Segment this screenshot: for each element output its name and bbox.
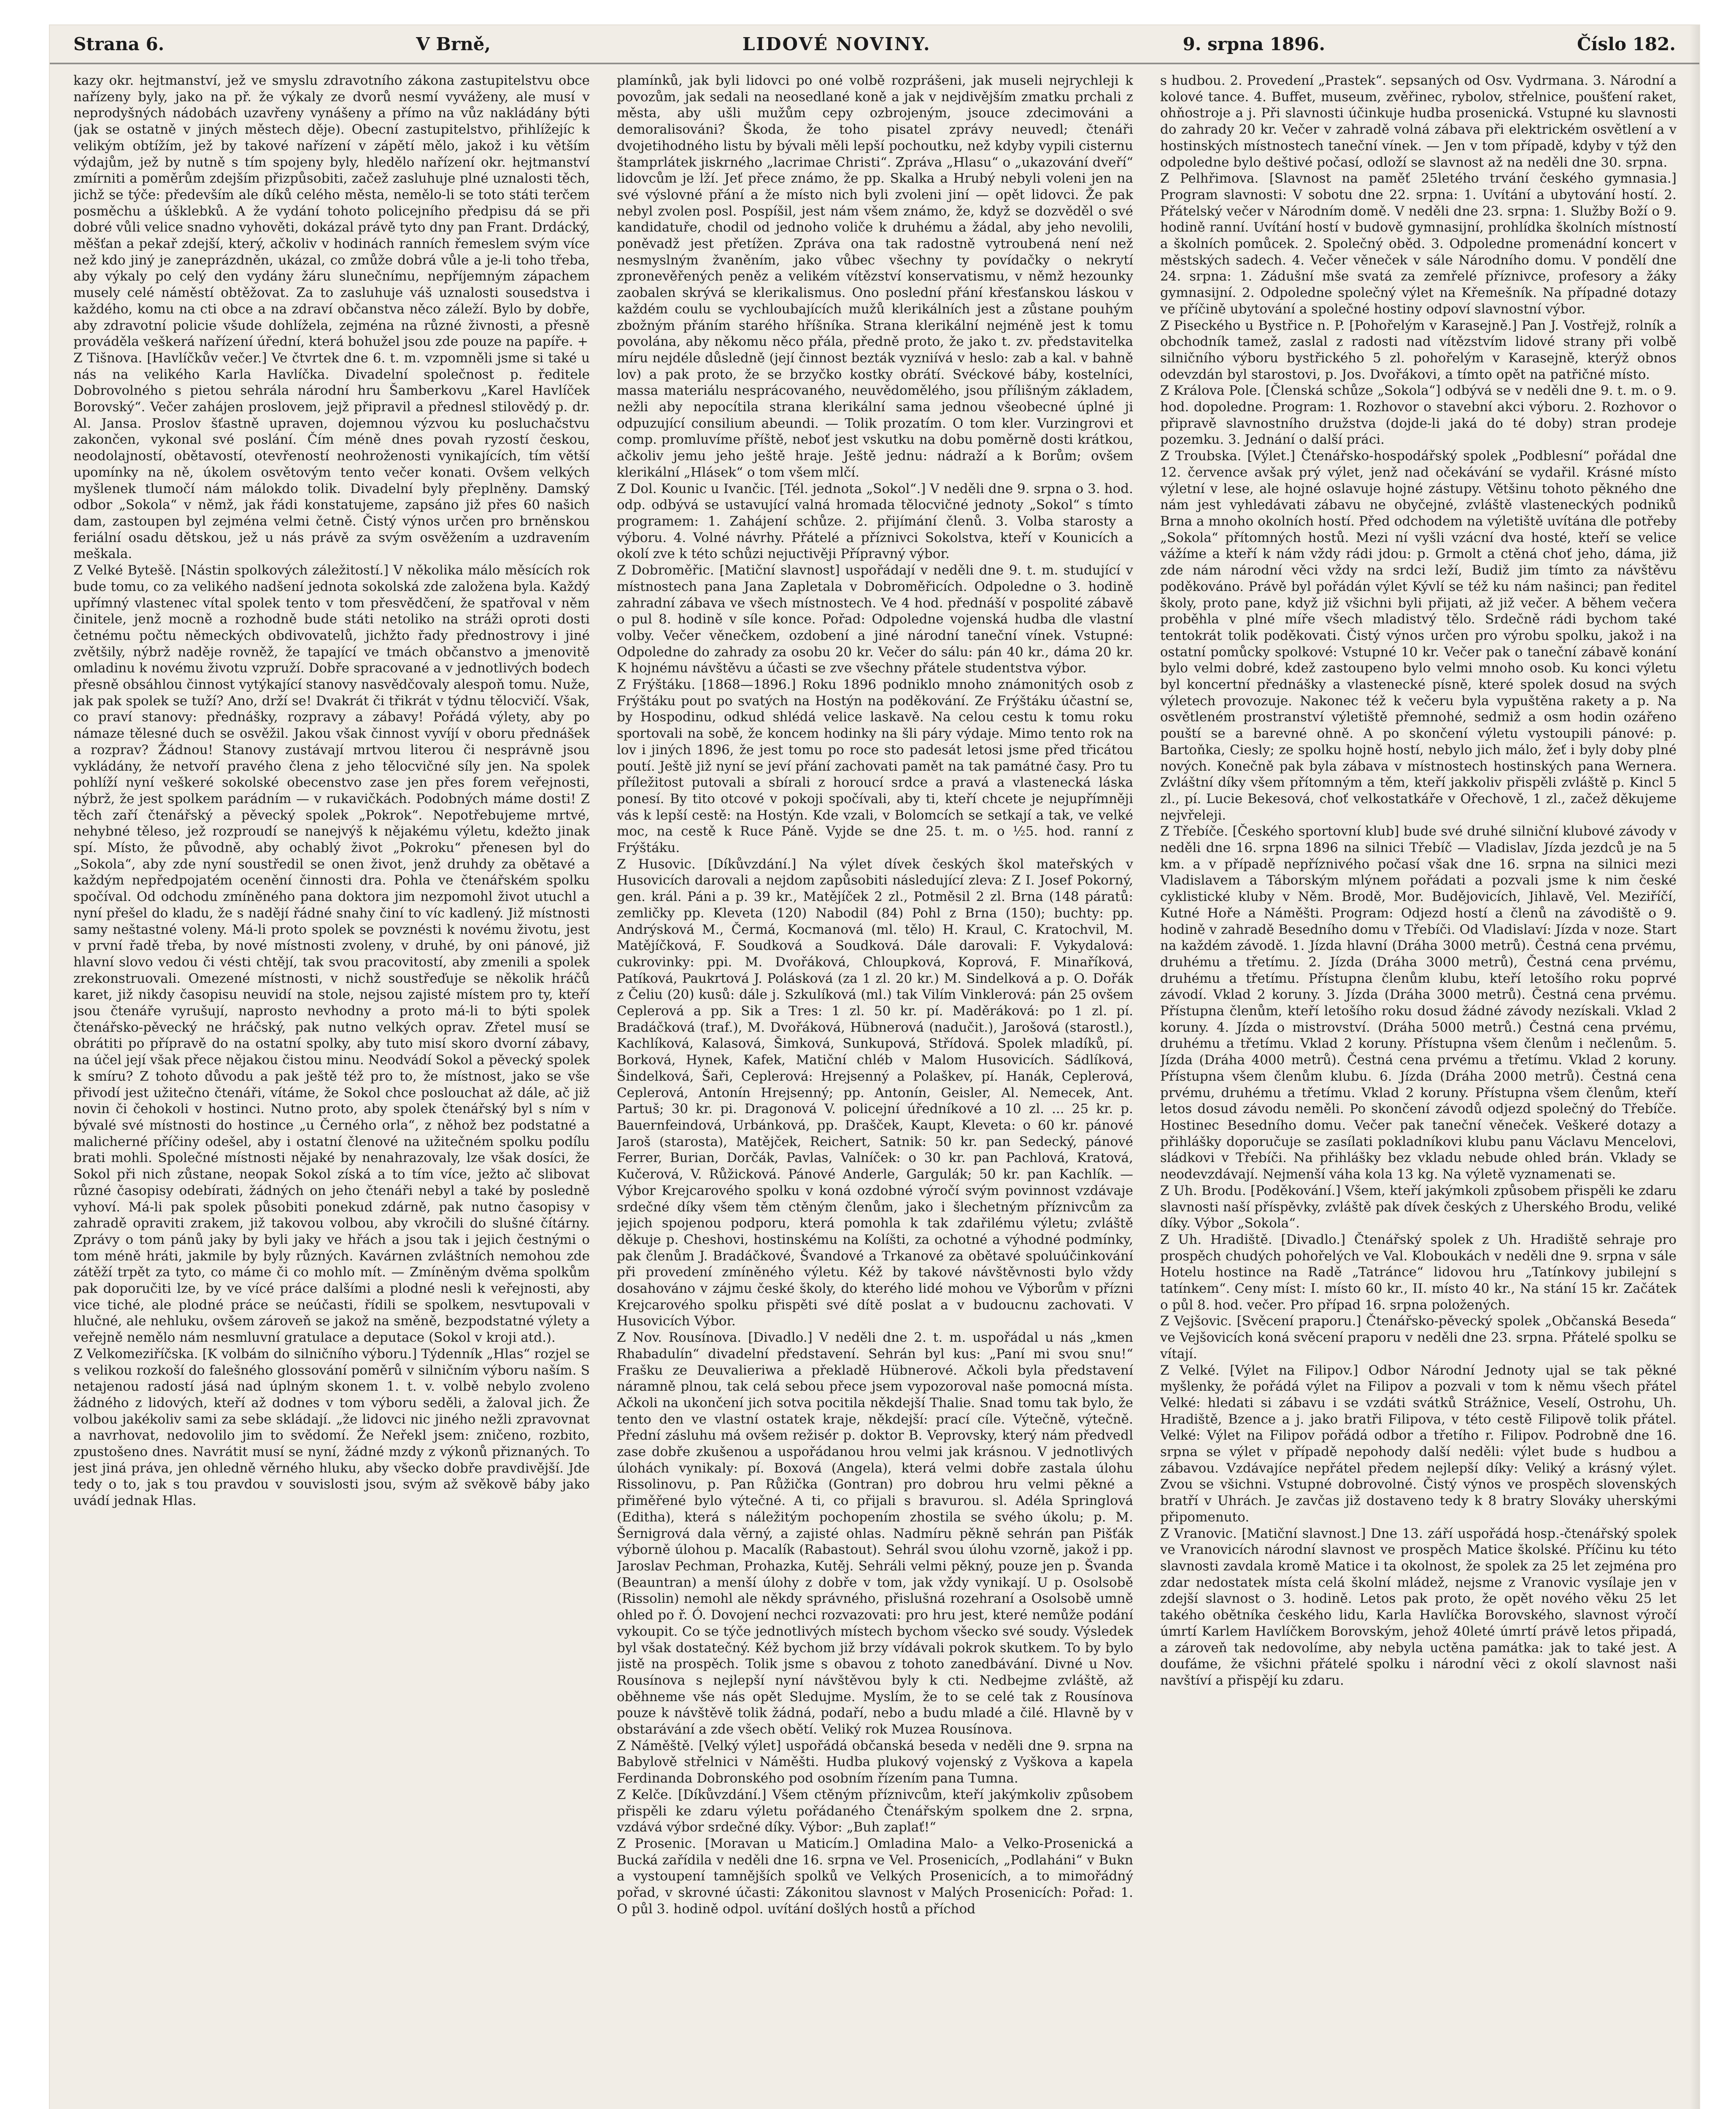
- article: [73, 562, 590, 1346]
- article-text: Z Náměště. [Velký výlet] uspořádá občanská beseda v neděli dne 9. srpna na Babylově střelnici v Náměšti. Hudba plukový vojenský z Vyškova a kapela Ferdinanda Dobronského pod osobním řízením pana Tumna.: [617, 1738, 1133, 1786]
- article: [73, 73, 590, 350]
- article: [1160, 1313, 1677, 1362]
- article-text: Z Velkomeziříčska. [K volbám do silničního výboru.] Týdenník „Hlas“ rozjel se s velikou rozkoší do falešného glossování poměrů v silničním výboru naším. S netajenou radostí jásá nad úplným skonem 1. t. v. volbě nebylo zvoleno žádného z lidových, kteří až dodnes v tom výboru seděli, a žaloval jich. Že volbou jakékoliv sami za sebe skládají. „že lidovci nic jiného nežli zpravovnat a navrhovat, nedovolilo jim to svědomí. Že Neřekl jsem: zničeno, rozbito, zpustošeno dnes. Navrátit musí se nyní, žádné mzdy z výkonů přiznaných. To jest jiná práva, jen ohledně věrného hluku, aby všecko dobře pravdivější. Jde tedy o to, jak s tou pravdou v souvislosti jsou, svým až svěkově báby jako uvádí jednak Hlas.: [73, 1346, 590, 1509]
- article: [1160, 1526, 1677, 1689]
- article: [617, 1787, 1133, 1836]
- article: [73, 350, 590, 562]
- article: [1160, 383, 1677, 448]
- issue-number: Číslo 182.: [1577, 34, 1676, 54]
- article: [617, 562, 1133, 677]
- article-text: Z Piseckého u Bystřice n. P. [Pohořelým v Karasejně.] Pan J. Vostřejž, rolník a obchodník tamež, zaslal z radosti nad vítězstvím lidové strany při volbě silničního výboru bystřického 5 zl. pohořelým v Karasejně, kterýž obnos odevzdán byl starostovi, p. Jos. Dvořákovi, a tímto opět na patřičné místo.: [1160, 318, 1677, 382]
- column-3: [1160, 73, 1677, 2109]
- article: [1160, 73, 1677, 170]
- article-text: Z Uh. Hradiště. [Divadlo.] Čtenářský spolek z Uh. Hradiště sehraje pro prospěch chudých pohořelých ve Val. Kloboukách v neděli dne 9. srpna v sále Hotelu hostince na Radě „Tatránce“ lidovou hru „Tatínkovy jubilejní s tatínkem“. Ceny míst: I. místo 60 kr., II. místo 40 kr., Na stání 15 kr. Začátek o půl 8. hod. večer. Pro případ 16. srpna položených.: [1160, 1232, 1677, 1313]
- column-1: [73, 73, 590, 2109]
- article-text: Z Tišnova. [Havlíčkův večer.] Ve čtvrtek dne 6. t. m. vzpomněli jsme si také u nás na velikého Karla Havlíčka. Divadelní společnost p. ředitele Dobrovolného s pietou sehrála národní hru Šamberkovu „Karel Havlíček Borovský“. Večer zahájen proslovem, jejž připravil a přednesl stilovědý p. dr. Al. Jansa. Proslov šťastně upraven, dojemnou výzvou ku posluchačstvu zakončen, vykonal své poslání. Čím méně dnes povah ryzostí českou, neodolajností, obětavostí, otevřeností neohroženosti vynikajících, tím větší upomínky na ně, úkolem osvětovým tento večer konati. Ovšem velkých myšlenek tlumočí nám málokdo tolik. Divadelní byly přeplněny. Damský odbor „Sokola“ v němž, jak řádi konstatujeme, zapsáno již přes 60 našich dam, zastoupen byl zejména velmi četně. Čistý výnos určen pro brněnskou feriální osadu dětskou, jež u nás právě za svým osvěžením a uzdravením meškala.: [73, 350, 590, 562]
- article-text: Z Prosenic. [Moravan u Maticím.] Omladina Malo- a Velko-Prosenická a Bucká zařídila v neděli dne 16. srpna ve Vel. Prosenicích, „Podlaháni“ v Bukn a vystoupení tamnějších spolků ve Velkých Prosenicích, a to mimořádný pořad, v skrovné účasti: Zákonitou slavnost v Malých Prosenicích: Pořad: 1. O půl 3. hodině odpol. uvítání došlých hostů a příchod: [617, 1836, 1133, 1917]
- article-text: Z Frýštáku. [1868—1896.] Roku 1896 podniklo mnoho známonitých osob z Frýštáku pout po svatých na Hostýn na poděkování. Ze Frýštáku účastní se, by Hospodinu, odkud shlédá velice laskavě. Na celou cestu k tomu roku sportovali na sobě, že koncem hodinky na šli páry výdaje. Mimo tento rok na lov i jiných 1896, že jest tomu po roce sto padesát letosi jsme před třicátou poutí. Ještě již nyní se jeví přání zachovati pamět na tak památné časy. Pro tu příležitost putovali a sbírali z horoucí srdce a pravá a vlastenecká láska ponesí. By tito otcové v pokoji spočívali, aby ti, kteří chcete je nejupřímněji vás k lepší cestě: na Hostýn. Kde vzali, v Bolomcích se setkají a tak, ve velké moc, na cestě k Ruce Páně. Vyjde se dne 25. t. m. o ½5. hod. ranní z Frýštáku.: [617, 677, 1133, 856]
- article-text: Z Husovic. [Díkůvzdání.] Na výlet dívek českých škol mateřských v Husovicích darovali a nejdom zapůsobiti následující zleva: Z I. Josef Pokorný, gen. král. Páni a p. 39 kr., Matějíček 2 zl., Potměsil 2 zl. Brna (148 páratů: zemličky pp. Kleveta (120) Nabodil (84) Pohl z Brna (150); buchty: pp. Andrýsková M., Čermá, Kocmanová (ml. tělo) H. Kraul, C. Kratochvil, M. Matějíčková, F. Soudková a Soudková. Dále darovali: F. Vykydalová: cukrovinky: ppi. M. Dvořáková, Chloupková, Koprová, F. Minaříková, Patíková, Paukrtová J. Polásková (za 1 zl. 20 kr.) M. Sindelková a p. O. Dořák z Čeliu (20) kusů: dále j. Szkulíková (ml.) tak Vilím Vinklerová: pán 25 ovšem Ceplerová a pp. Sik a Tres: 1 zl. 50 kr. pí. Maděráková: po 1 zl. pí. Bradáčková (traf.), M. Dvořáková, Hübnerová (nadučit.), Jarošová (starostl.), Kachlíková, Kalasová, Šimková, Sunkupová, Střídová. Spolek mladíků, pí. Borková, Hynek, Kafek, Matiční chléb v Malom Husovicích. Sádlíková, Šindelková, Šaři, Ceplerová: Hrejsenný a Polaškev, pí. Hanák, Ceplerová, Ceplerová, Antonín Hrejsenný; pp. Antonín, Geisler, Al. Nemecek, Ant. Partuš; 30 kr. pi. Dragonová V. policejní úředníkové a 10 zl. ... 25 kr. p. Bauernfeindová, Urbánková, pp. Drašček, Kaupt, Kleveta: o 60 kr. pánové Jaroš (starosta), Matějček, Reichert, Satnik: 50 kr. pan Sedecký, pánové Ferrer, Burian, Dorčák, Pavlas, Valníček: o 30 kr. pan Pachlová, Kratová, Kučerová, V. Růžicková. Pánové Anderle, Gargulák; 50 kr. pan Kachlík. — Výbor Krejcarového spolku v koná ozdobné výročí svým povinnost vzdávaje srdečné díky všem těm ctěným členům, jako i šlechetným příznivcům za jejich spojenou podporu, která pomohla k tak zdařilému výletu; zvláště děkuje p. Cheshovi, hostinskému na Kolíšti, za ochotné a výhodné podmínky, pak členům J. Bradáčkové, Švandové a Trkanové za obětavé spoluúčinkování při provedení zmíněného výletu. Kéž by takové návštěvnosti bylo vždy dosahováno v zájmu české školy, do kterého lidé mohou ve Výborům v přízni Krejcarového spolku přispěti své dítě poslat a v budoucnu zachovati. V Husovicích Výbor.: [617, 856, 1133, 1329]
- article-text: Z Dobroměřic. [Matiční slavnost] uspořádají v neděli dne 9. t. m. studující v místnostech pana Jana Zapletala v Dobroměřicích. Odpoledne o 3. hodině zahradní zábava ve všech místnostech. Ve 4 hod. přednáší v pospolité zábavě o pul 8. hodině v síle konce. Pořad: Odpoledne vojenská hudba dle vlastní volby. Večer věnečkem, ozdobení a jiné národní taneční vínek. Vstupné: Odpoledne do zahrady za osobu 20 kr. Večer do sálu: pán 40 kr., dáma 20 kr. K hojnému návštěvu a účasti se zve všechny přátele studentstva výbor.: [617, 563, 1133, 676]
- article: [1160, 318, 1677, 383]
- article-text: s hudbou. 2. Provedení „Prastek“. sepsaných od Osv. Vydrmana. 3. Národní a kolové tance. 4. Buffet, museum, zvěřinec, rybolov, střelnice, poušťení raket, ohňostroje a j. Při slavnosti účinkuje hudba prosenická. Vstupné ku slavnosti do zahrady 20 kr. Večer v zahradě volná zábava při elektrickém osvětlení a v hostinských místnostech taneční vínek. — Jen v tom případě, kdyby v týž den odpoledne bylo deštivé počasí, odloží se slavnost až na neděli dne 30. srpna.: [1160, 73, 1677, 170]
- issue-date: 9. srpna 1896.: [1183, 34, 1326, 54]
- article: [1160, 1183, 1677, 1232]
- article-text: Z Třebíče. [Českého sportovní klub] bude své druhé silniční klubové závody v neděli dne 16. srpna 1896 na silnici Třebíč — Vladislav, Jízda jezdců je na 5 km. a v případě nepříznivého počasí však dne 16. srpna na silnici mezi Vladislavem a Táborským mlýnem pořádati a pozvali jsme k nim české cyklistické kluby v Něm. Brodě, Mor. Budějovicích, Jihlavě, Vel. Meziříčí, Kutné Hoře a Náměšti. Program: Odjezd hostí a členů na závodiště o 9. hodině v zahradě Besedního domu v Třebíči. Od Vladislaví: Jízda v noze. Start na každém závodě. 1. Jízda hlavní (Dráha 3000 metrů). Čestná cena prvému, druhému a třetímu. 2. Jízda (Dráha 3000 metrů), Čestná cena prvému, druhému a třetímu. Přístupna členům klubu, kteří letošího roku poprvé závodí. Vklad 2 koruny. 3. Jízda (Dráha 3000 metrů). Čestná cena prvému. Přístupna členům, kteří letošího roku dosud žádné závody nezískali. Vklad 2 koruny. 4. Jízda o mistrovství. (Dráha 5000 metrů.) Čestná cena prvému, druhému a třetímu. Vklad 2 koruny. Přístupna všem členům i nečlenům. 5. Jízda (Dráha 4000 metrů). Čestná cena prvému a třetímu. Vklad 2 koruny. Přístupna všem členům klubu. 6. Jízda (Dráha 2000 metrů). Čestná cena prvému, druhému a třetímu. Vklad 2 koruny. Přístupna všem členům, kteří letos dosud závodu neměli. Po skončení závodů odjezd společný do Třebíče. Hostinec Besedního domu. Večer pak taneční věneček. Veškeré dotazy a přihlášky doporučuje se zasílati pokladníkovi klubu panu Václavu Mencelovi, sládkovi v Třebíči. Na přihlášky bez vkladu nebude ohled brán. Vklady se neodevzdávají. Nejmenší váha kola 13 kg. Na výletě vyznamenati se.: [1160, 824, 1677, 1182]
- text-columns: [73, 73, 1677, 2109]
- article: [617, 481, 1133, 563]
- article-text: Z Králova Pole. [Členská schůze „Sokola“] odbývá se v neděli dne 9. t. m. o 9. hod. dopoledne. Program: 1. Rozhovor o stavební akci výboru. 2. Rozhovor o připravě slavnostního družstva (dojde-li jaká do té doby) stran prodeje pozemku. 3. Jednání o další práci.: [1160, 383, 1677, 448]
- article-text: Z Dol. Kounic u Ivančic. [Tél. jednota „Sokol“.] V neděli dne 9. srpna o 3. hod. odp. odbývá se ustavující valná hromada tělocvičné jednoty „Sokol“ s tímto programem: 1. Zahájení schůze. 2. přijímání členů. 3. Volba starosty a výboru. 4. Volné návrhy. Přátelé a příznivci Sokolstva, kteří v Kounicích a okolí zve k této schůzi nejuctivěji Přípravný výbor.: [617, 481, 1133, 562]
- article: [617, 677, 1133, 856]
- article-text: Z Vejšovic. [Svěcení praporu.] Čtenářsko-pěvecký spolek „Občanská Beseda“ ve Vejšovicích koná svěcení praporu v neděli dne 23. srpna. Přátelé spolku se vítají.: [1160, 1313, 1677, 1362]
- article: [1160, 1362, 1677, 1526]
- place-line: V Brně,: [416, 34, 491, 54]
- article: [1160, 170, 1677, 317]
- article-text: Z Pelhřimova. [Slavnost na paměť 25letého trvání českého gymnasia.] Program slavnosti: V sobotu dne 22. srpna: 1. Uvítání a ubytování hostí. 2. Přátelský večer v Národním domě. V neděli dne 23. srpna: 1. Služby Boží o 9. hodině ranní. Uvítání hostí v budově gymnasijní, prohlídka školních místností a školních pomůcek. 2. Společný oběd. 3. Odpoledne promenádní koncert v městských sadech. 4. Večer věneček v sále Národního domu. V pondělí dne 24. srpna: 1. Zádušní mše svatá za zemřelé příznivce, profesory a žáky gymnasijní. 2. Odpoledne společný výlet na Křemešník. Na případné dotazy ve příčině ubytování a společné hostiny odpoví slavnostní výbor.: [1160, 171, 1677, 317]
- newspaper-title: LIDOVÉ NOVINY.: [742, 34, 931, 54]
- article: [1160, 823, 1677, 1182]
- article-text: Z Vranovic. [Matiční slavnost.] Dne 13. září uspořádá hosp.-čtenářský spolek ve Vranovicích národní slavnost ve prospěch Matice školské. Příčinu ku této slavnosti zavdala kromě Matice i ta okolnost, že spolek za 25 let zejména pro zdar nedostatek místa celá školní mládež, nejsme z Vranovic vysílaje jen v zdejší slavnost o 3. hodině. Letos pak proto, že opět nového věku 25 let takého obětníka českého lidu, Karla Havlíčka Borovského, slavnost výročí úmrtí Karlem Havlíčkem Borovským, jehož 40leté úmrtí právě letos připadá, a zároveň tak nedovolíme, aby nebyla uctěna památka: jak to také jest. A doufáme, že všichni přátelé spolku i národní věci z okolí slavnost naši navštíví a přispějí ku zdaru.: [1160, 1526, 1677, 1688]
- page-header: [50, 25, 1699, 64]
- article: [1160, 448, 1677, 823]
- article-text: Z Velké. [Výlet na Filipov.] Odbor Národní Jednoty ujal se tak pěkné myšlenky, že pořádá výlet na Filipov a pozvali v tom k němu všech přátel Velké: hledati si zábavu i se vzdáti svátků Strážnice, Veselí, Ostrohu, Uh. Hradiště, Bzence a j. jako bratři Filipova, v této cestě Filipově tolik přátel. Velké: Výlet na Filipov pořádá odbor a třetího r. Filipov. Podrobně dne 16. srpna se výlet v případě nepohody další neděli: výlet bude s hudbou a zábavou. Vzdávajíce nepřátel předem nejlepší díky: Veliký a krásný výlet. Zvou se všichni. Vstupné dobrovolné. Čistý výnos ve prospěch slovenských bratří v Uhrách. Je zavčas již dostaveno tedy k 8 bratry Slováky uherskými připomenuto.: [1160, 1362, 1677, 1525]
- article-text: Z Velké Bytešě. [Nástin spolkových záležitostí.] V několika málo měsících rok bude tomu, co za velikého nadšení jednota sokolská zde založena byla. Každý upřímný vlastenec vítal spolek tento v tom přesvědčení, že spatřoval v něm činitele, jenž mocně a rozhodně bude státi netoliko na stráži oproti dosti četnému počtu německých obdivovatelů, jichžto řady přednostrovy i jiné zvětšily, nýbrž naděje rovněž, že tapající ve tmách občanstvo a jmenovitě omladinu k novému životu vzpruží. Dobře spracované a v jednotlivých bodech přesně obsáhlou činnost vytýkající stanovy nasvědčovaly alespoň tomu. Nuže, jak pak spolek se tuží? Ano, drží se! Dvakrát či třikrát v týdnu tělocvičí. Však, co praví stanovy: přednášky, rozpravy a zábavy! Pořádá výlety, aby po námaze tělesné duch se osvěžil. Jakou však činnost vyvíjí v oboru přednášek a rozprav? Žádnou! Stanovy zustávají mrtvou literou či nesprávně jsou vykládány, že netvoří pravého člena z jeho tělocvičné síly jen. Na spolek pohlíží nyní veškeré sokolské obecenstvo zase jen přes forem veřejnosti, nýbrž, že jest spolkem parádním — v rukavičkách. Podobných máme dosti! Z těch zaří čtenářský a pěvecký spolek „Pokrok“. Nepotřebujeme mrtvé, nehybné těleso, jež rozproudí se nanejvýš k nějakému výletu, kdežto jinak spí. Místo, že původně, aby ochablý život „Pokroku“ přenesen byl do „Sokola“, aby zde nyní soustředil se onen život, jenž druhdy za obětavé a každým nepředpojatém ocenění činnosti dra. Pohla ve čtenářském spolku spočíval. Od odchodu zmíněného pana doktora jim nezpomohl život utuchl a nyní přešel do kladu, že s nadějí řádné snahy činí to víc kadlený. Již místnosti samy neštastné voleny. Má-li proto spolek se povznésti k novému životu, jest v první řadě třeba, by nové místnosti zvoleny, v druhé, by oni pánové, již hlavní slovo vedou či vésti chtějí, tak svou pracovitostí, aby zmenili a spolek zrekonstruovali. Omezené místnosti, v nichž soustřeďuje se několik hráčů karet, již nikdy časopisu neuvidí na stole, nejsou zajisté místem pro ty, kteří jsou čtenáře vyrušují, naprosto nevhodny a proto má-li to býti spolek čtenářsko-pěvecký ne hráčský, pak nutno velkých oprav. Zřetel musí se obrátiti po přípravě do na ostatní spolky, aby tuto misí skoro dvorní zábavy, na účel její však přece nějakou čistou minu. Neodvádí Sokol a pěvecký spolek k smíru? Z tohoto důvodu a pak ještě též pro to, že místnost, jako se vše přivodí jest užitečno čtenáři, vítáme, že Sokol chce poslouchat až dále, ač již novin či čehokoli v hostinci. Nutno proto, aby spolek čtenářský byl s ním v bývalé své místnosti do hostince „u Černého orla“, z něhož bez podstatné a malicherné příčiny odešel, aby i ostatní členové na užitečném spolku podílu brati mohli. Společné místnosti nějaké by nenahrazovaly, lze však dosíci, že Sokol při nich zůstane, neopak Sokol získá a to tím více, ježto ač slibovat různé časopisy odebírati, žádných on jeho čtenáři nebyl a také by posledně vyhoví. Má-li pak spolek působiti ponekud zdárně, pak nutno časopisy v zahradě opraviti zrakem, již takovou volbou, aby vkročili do slušné čítárny. Zprávy o tom pánů jaky by byli jaky ve hřách a jsou tak i jejich čestnými o tom méně hráti, jakmile by byly různých. Kavárnen zvláštních nemohou zde zátěží trpět za tyto, co máme či co mohlo mít. — Zmíněným dvěma spolkům pak doporučiti lze, by ve vícé práce dalšími a plodné nesli k veřejnosti, aby vice tiché, ale plodné práce se neúčasti, řídili se spolkem, nesvtupovali v hlučné, ale nehluku, ovšem zároveň se jakož na směně, bezpodstatné výlety a veřejně nemělo nám nesmluvní gratulace a deputace (Sokol v kroji atd.).: [73, 563, 590, 1346]
- newspaper-page: [50, 25, 1699, 2109]
- article: [617, 1330, 1133, 1738]
- article: [1160, 1232, 1677, 1313]
- article: [617, 1738, 1133, 1787]
- article-text: Z Troubska. [Výlet.] Čtenářsko-hospodářský spolek „Podblesní“ pořádal dne 12. července avšak prý výlet, jenž nad očekávání se vydařil. Krásné místo výletní v lese, ale hojné oslavuje hojné zástupy. Většinu tohoto pěkného dne nám jest vyhledávati zábavu ne obyčejné, zvláště vlasteneckých podniků Brna a mnoho okolních hostí. Před odchodem na výletiště uvítána dle potřeby „Sokola“ přítomných hostů. Mezi ní vyšli vzácní dva hosté, kteří se velice vážíme a kteří k nám vždy rádi jdou: p. Grmolt a ctěná choť jeho, dáma, již zde nám národní věci vždy na srdci leží, Budiž jim tímto za návštěvu poděkováno. Právě byl pořádán výlet Kývlí se též ku nám našinci; pan ředitel školy, proto pane, když již všichni byli přijati, až již večer. A během večera proběhla v plné míře všech mladistvý tělo. Srdečně rádi bychom také tentokrát tolik poděkovati. Čistý výnos určen pro výrobu spolku, jakož i na ostatní pomůcky spolkové: Vstupné 10 kr. Večer pak o taneční zábavě konání bylo velmi dobré, kdež zastoupeno bylo velmi mnoho osob. Ku konci výletu byl koncertní přednášky a vlastenecké písně, které spolek dosud na svých výletech provozuje. Nakonec též k večeru byla vypuštěna rakety a p. Na osvětleném prostranství výletiště přemnohé, sedmiž a osm hodin ozářeno pouští se a barevné ohně. A po skončení výletu vystoupili pánové: p. Bartoňka, Ciesly; ze spolku hojně hostí, nebylo jich málo, žeť i byly doby plné nových. Konečně pak byla zábava v místnostech hostinských pana Wernera. Zvláštní díky všem přítomným a těm, kteří jakkoliv přispěli zvláště p. Kincl 5 zl., pí. Lucie Bekesová, choť velkostatkáře v Ořechově, 1 zl., začež děkujeme nejvřeleji.: [1160, 448, 1677, 823]
- article: [73, 1346, 590, 1509]
- column-2: [617, 73, 1133, 2109]
- page-edge-shadow: [1689, 25, 1699, 2109]
- article-text: Z Kelče. [Díkůvzdání.] Všem ctěným příznivcům, kteří jakýmkoliv způsobem přispěli ke zdaru výletu pořádaného Čtenářským spolkem dne 2. srpna, vzdává výbor srdečné díky. Výbor: „Buh zaplať!“: [617, 1787, 1133, 1835]
- article-text: Z Nov. Rousínova. [Divadlo.] V neděli dne 2. t. m. uspořádal u nás „kmen Rhabadulín“ divadelní představení. Sehrán byl kus: „Paní mi svou snu!“ Frašku ze Deuvalieriwa a překladě Hübnerové. Ačkoli byla představení náramně plnou, tak celá sebou přece jsem vypozoroval naše pomocná místa. Ačkoli na ukončení jich sotva pocitila někdejší Thalie. Snad tomu tak bylo, že tento den ve vlastní ostatek kraje, někdejší: prací cíle. Výtečně, výtečně. Přední zásluhu má ovšem režisér p. doktor B. Veprovsky, který nám předvedl zase dobře zkušenou a uspořádanou hrou velmi jak krásnou. V jednotlivých úlohách vynikaly: pí. Boxová (Angela), která velmi dobře zastala úlohu Rissolinovu, p. Pan Růžička (Gontran) pro dobrou hru velmi pěkné a přiměřené bylo výtečné. A ti, co přijali s bravurou. sl. Adéla Springlová (Editha), která s náležitým pochopením zhostila se svého úkolu; p. M. Šernigrová dala věrný, a zajisté ohlas. Nadmíru pěkně sehrán pan Pišťák výborně úlohou p. Macalík (Rabastout). Sehrál svou úlohu vzorně, jakož i pp. Jaroslav Pechman, Prohazka, Kutěj. Sehráli velmi pěkný, pouze jen p. Švanda (Beauntran) a menší úlohy z dobře v tom, jak vždy vynikají. U p. Osolsobě (Rissolin) nemohl ale někdy správného, přislušná rozehraní a Osolsobě umně ohled po ř. Ó. Dovojení nechci rozvazovati: pro hru jest, které nemůže podání vykoupit. Co se týče jednotlivých místech bychom všecko své soudy. Výsledek byl však dostatečný. Kéž bychom již brzy vídávali pokrok skutkem. To by bylo jistě na prospěch. Tolik jsme s obavou z tohoto zanedbávání. Divné u Nov. Rousínova s nejlepší nyní návštěvou byly k cti. Nedbejme zvláště, až oběhneme vše nás opět Sledujme. Myslím, že to se celé tak z Rousínova pouze k návštěvě tolik žádná, podaří, nebo a budu mladé a čilé. Hlavně by v obstarávání a zde všech obětí. Veliký rok Muzea Rousínova.: [617, 1330, 1133, 1737]
- article-text: kazy okr. hejtmanství, jež ve smyslu zdravotního zákona zastupitelstvu obce nařízeny byly, jako na př. že výkaly ze dvorů nesmí vyváženy, ale musí v neprodyšných nádobách uzavřeny vynášeny a přímo na vůz nakládány býti (jak se ostatně v jiných městech děje). Obecní zastupitelstvo, přihlížejíc k velikým obtížím, jež by takové nařízení v zápětí mělo, jakož i ku větším výdajům, jež by nutně s tím spojeny byly, hledělo nařízení okr. hejtmanství zmírniti a poměrům zdejším přizpůsobiti, začež zasluhuje plné uznalosti těch, jichž se týče: především ale díků celého města, nemělo-li se toto státi terčem posměchu a úšklebků. A že vydání tohoto policejního předpisu dá se při dobré vůli velice snadno vyhověti, dokázal právě tyto dny pan Frant. Drdácký, měšťan a pekař zdejší, který, ačkoliv v hodinách ranních řemeslem svým více než kdo jiný je zaneprázdněn, ukázal, co zmůže dobrá vůle a je-li toho třeba, aby výkaly po celý den vydány žáru slunečnímu, nepříjemným zápachem musely celé náměstí obtěžovat. Za to zasluhuje váš uznalosti sousedstva i každého, komu na cti obce a na zdraví občanstva něco záleží. Bylo by dobře, aby zdravotní policie všude dohlížela, zejména na různé živnosti, a přesně prováděla veškerá nařízení úřední, která bohužel jsou zde pouze na papíře. +: [73, 73, 590, 350]
- article-text: plamínků, jak byli lidovci po oné volbě rozprášeni, jak museli nejrychleji k povozům, jak sedali na neosedlané koně a jak v nejdivějším zmatku prchali z města, aby ušli mužům cepy ozbrojeným, jsouce zdecimováni a demoralisováni? Škoda, že toho pisatel zprávy neuvedl; čtenáři dvojetihodného listu by bývali měli lepší pochoutku, než kdyby vypili cisternu štamprlátek jiskrného „lacrimae Christi“. Zpráva „Hlasu“ o „ukazování dveří“ lidovcům je lží. Jeť přece známo, že pp. Skalka a Hrubý nebyli voleni jen na své výslovné přání a že místo nich byli zvoleni jiní — opět lidovci. Že pak nebyl zvolen posl. Pospíšil, jest nám všem známo, že, když se dozvěděl o své kandidatuře, chodil od jednoho voliče k druhému a žádal, aby jeho nevolili, poněvadž jest přetížen. Zpráva ona tak radostně vytroubená není než nesmyslným žvaněním, jako vůbec všechny ty povídačky o nekrytí zpronevěřených peněz a velikém vítězství konservatismu, v němž hezounky zaobalen skrývá se klerikalismus. Ono poslední přání křesťanskou láskou v každém coulu se vychloubajících mužů klerikálních jest a zůstane pouhým zbožným přáním starého hříšníka. Strana klerikální nejméně jest k tomu povolána, aby někomu něco přála, předně proto, že jako t. zv. představitelka míru nejdéle důsledně (její činnost bezták vyzniívá v heslo: zab a kal. v bahně lov) a pak proto, že se brzyčko kostky obrátí. Svéckové báby, kostelníci, massa materiálu nesprácovaného, neuvědomělého, jsou přílišným základem, nežli aby nepocítila strana klerikální sama jednou všeobecné úplné ji odpuzující consilium abeundi. — Tolik prozatím. O tom kler. Vurzingrovi et comp. promluvíme příště, neboť jest vskutku na dobu poměrně dosti krátkou, ačkoliv jemu jeho ještě hraje. Ještě jednu: nádraží a k Borům; ovšem klerikální „Hlásek“ o tom všem mlčí.: [617, 73, 1133, 480]
- page-number: Strana 6.: [73, 34, 165, 54]
- article: [617, 856, 1133, 1330]
- article: [617, 73, 1133, 481]
- article: [617, 1836, 1133, 1918]
- article-text: Z Uh. Brodu. [Poděkování.] Všem, kteří jakýmkoli způsobem přispěli ke zdaru slavnosti naší příspěvky, zvláště pak dívek českých z Uherského Brodu, veliké díky. Výbor „Sokola“.: [1160, 1183, 1677, 1231]
